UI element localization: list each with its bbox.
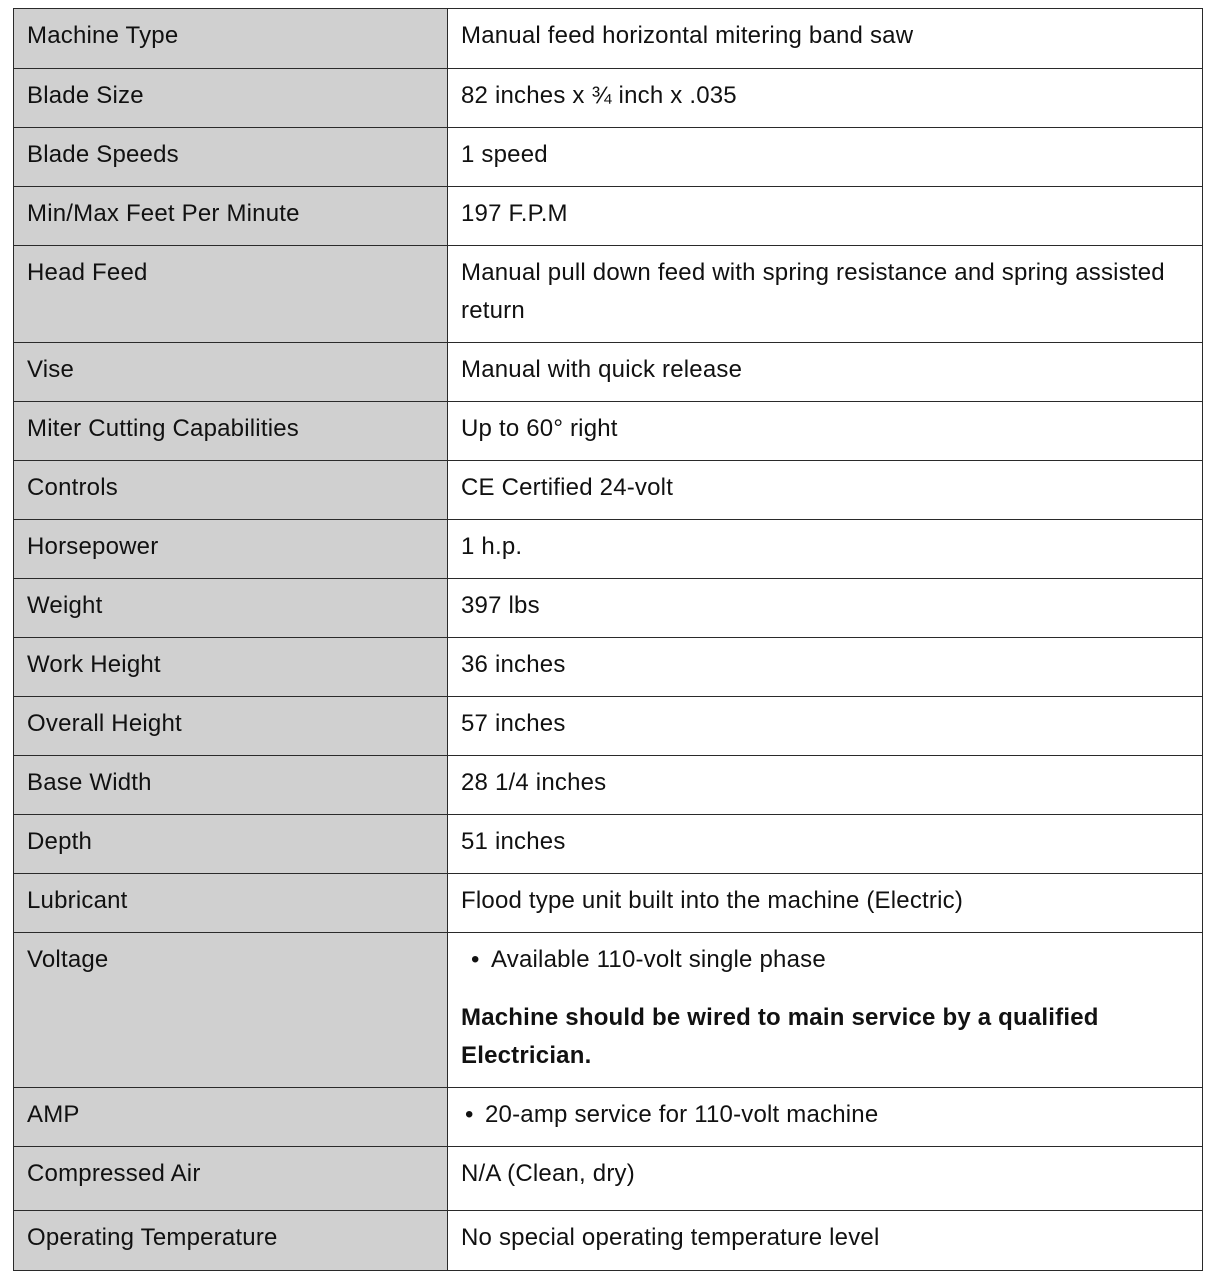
table-row [14, 402, 1203, 461]
spec-label: Blade Size [14, 69, 448, 128]
spec-value: Flood type unit built into the machine (Electric) [448, 874, 1203, 933]
spec-label: Compressed Air [14, 1147, 448, 1211]
spec-label: Voltage [14, 933, 448, 1088]
table-row [14, 69, 1203, 128]
spec-label: Head Feed [14, 246, 448, 343]
spec-value [448, 1088, 1203, 1147]
table-row [14, 9, 1203, 69]
table-row [14, 128, 1203, 187]
spec-label: Weight [14, 579, 448, 638]
spec-value: 1 h.p. [448, 520, 1203, 579]
spec-value: 1 speed [448, 128, 1203, 187]
spec-value: Up to 60° right [448, 402, 1203, 461]
wiring-warning: Machine should be wired to main service by a qualified Electrician. [461, 1004, 1099, 1069]
spec-value: 82 inches x ¾ inch x .035 [448, 69, 1203, 128]
table-row [14, 756, 1203, 815]
table-row [14, 246, 1203, 343]
spec-label: Vise [14, 343, 448, 402]
bullet-text: 20-amp service for 110-volt machine [485, 1101, 879, 1128]
spec-value: 397 lbs [448, 579, 1203, 638]
bullet-icon: • [471, 946, 480, 973]
table-row [14, 187, 1203, 246]
spec-value: N/A (Clean, dry) [448, 1147, 1203, 1211]
table-row [14, 697, 1203, 756]
table-row [14, 343, 1203, 402]
spec-value: 57 inches [448, 697, 1203, 756]
spec-value: 36 inches [448, 638, 1203, 697]
spec-value: Manual feed horizontal mitering band saw [448, 9, 1203, 69]
table-row [14, 1088, 1203, 1147]
spec-label: Controls [14, 461, 448, 520]
spec-value: 51 inches [448, 815, 1203, 874]
table-row [14, 874, 1203, 933]
spec-label: Machine Type [14, 9, 448, 69]
table-row [14, 579, 1203, 638]
spec-label: Depth [14, 815, 448, 874]
spec-label: Base Width [14, 756, 448, 815]
spec-value: Manual pull down feed with spring resistance and spring assisted return [448, 246, 1203, 343]
spec-value: 28 1/4 inches [448, 756, 1203, 815]
spec-value: 197 F.P.M [448, 187, 1203, 246]
spec-value: CE Certified 24-volt [448, 461, 1203, 520]
specifications-table [13, 8, 1203, 1271]
spec-label: Lubricant [14, 874, 448, 933]
spec-value [448, 933, 1203, 1088]
table-row [14, 1147, 1203, 1211]
spec-label: Min/Max Feet Per Minute [14, 187, 448, 246]
spec-label: Miter Cutting Capabilities [14, 402, 448, 461]
table-row [14, 520, 1203, 579]
table-row [14, 815, 1203, 874]
bullet-item [461, 1096, 1189, 1134]
spec-value: Manual with quick release [448, 343, 1203, 402]
bullet-icon: • [465, 1101, 474, 1128]
spec-value: No special operating temperature level [448, 1211, 1203, 1271]
spec-label: Blade Speeds [14, 128, 448, 187]
spec-label: AMP [14, 1088, 448, 1147]
table-row [14, 933, 1203, 1088]
table-row [14, 1211, 1203, 1271]
spec-label: Work Height [14, 638, 448, 697]
table-row [14, 461, 1203, 520]
table-row [14, 638, 1203, 697]
spec-label: Horsepower [14, 520, 448, 579]
bullet-item [461, 941, 1189, 979]
spec-label: Operating Temperature [14, 1211, 448, 1271]
bullet-text: Available 110-volt single phase [491, 946, 826, 973]
spec-label: Overall Height [14, 697, 448, 756]
